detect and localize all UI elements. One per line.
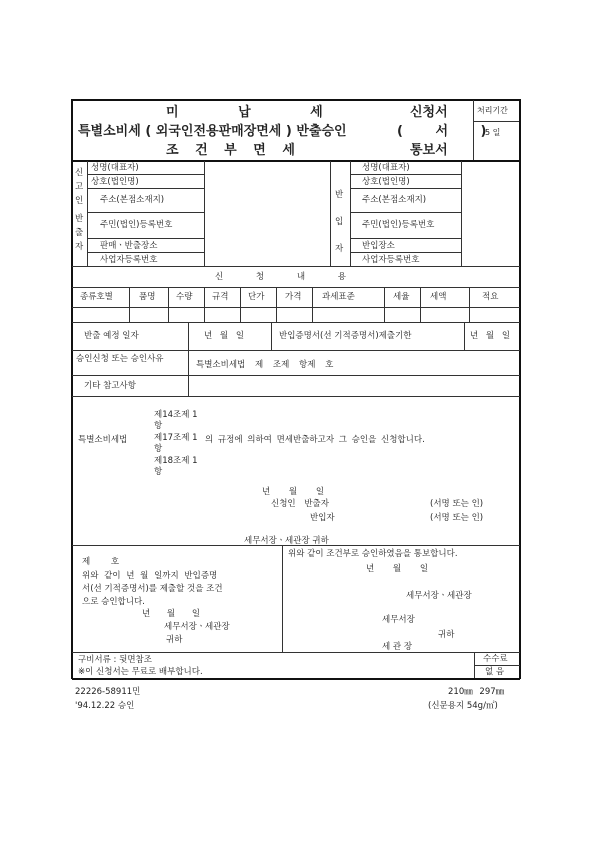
declaration-article-18: 제18조제 1항 <box>154 456 198 477</box>
content-header: 신 청 내 용 <box>215 272 346 282</box>
right-notice-to: 귀하 <box>438 630 455 640</box>
col-remarks: 적요 <box>482 292 499 302</box>
title-line2-paren: ( 서 ) <box>397 124 487 139</box>
col-item: 품명 <box>139 292 156 302</box>
applicant-field-address: 주소(본점소재지) <box>100 195 165 205</box>
col-tax-base: 과세표준 <box>322 292 355 302</box>
applicant-field-regno: 주민(법인)등록번호 <box>100 220 173 230</box>
title-suffix-notice: 통보서 <box>410 143 448 158</box>
declaration-date[interactable]: 년 월 일 <box>262 487 325 497</box>
declaration-article-18-wrap <box>154 456 200 477</box>
title-line1: 미 납 세 <box>166 105 323 120</box>
receiver-field-regno: 주민(법인)등록번호 <box>362 220 435 230</box>
approval-date: '94.12.22 승인 <box>75 701 135 711</box>
carry-out-date-value[interactable]: 년 월 일 <box>204 331 245 341</box>
applicant-field-place: 판매ㆍ반출장소 <box>100 241 158 251</box>
other-notes-input[interactable] <box>189 376 519 395</box>
paper-size: 210㎜ 297㎜ <box>448 687 505 697</box>
applicant-field-company: 상호(법인명) <box>91 177 139 187</box>
declaration-sign-2[interactable]: (서명 또는 인) <box>430 513 484 523</box>
receiver-side-label: 반 입 자 <box>335 190 344 254</box>
left-notice-body-3: 으로 승인합니다. <box>82 597 145 607</box>
left-notice-body-2: 서(선 기적증명서)를 제출할 것을 조건 <box>82 584 223 594</box>
applicant-company-input[interactable] <box>205 175 329 187</box>
title-line2: 특별소비세 ( 외국인전용판매장면세 ) 반출승인 <box>78 124 347 139</box>
reason-label: 승인신청 또는 승인사유 <box>76 354 164 364</box>
declaration-addressee: 세무서장ㆍ세관장 귀하 <box>244 536 329 546</box>
col-tax-rate: 세율 <box>393 292 410 302</box>
processing-period-label: 처리기간 <box>477 106 508 115</box>
free-distribution-note: ※이 신청서는 무료로 배부합니다. <box>78 667 203 677</box>
fee-label: 수수료 <box>483 654 508 664</box>
declaration-article-17: 제17조제 1항 <box>154 433 198 454</box>
receiver-field-name: 성명(대표자) <box>362 163 410 173</box>
col-type: 종류호별 <box>80 292 113 302</box>
right-notice-text: 위와 같이 조건부로 승인하였음을 통보합니다. <box>288 549 458 559</box>
right-notice-office2: 세무서장 <box>382 615 415 625</box>
left-notice-body-1: 위와 같이 년 월 일까지 반입증명 <box>82 571 218 581</box>
declaration-applicant: 신청인 반출자 <box>271 499 329 509</box>
title-suffix-application: 신청서 <box>410 105 448 120</box>
receiver-field-address: 주소(본점소재지) <box>362 195 427 205</box>
applicant-address-input[interactable] <box>205 189 329 211</box>
receiver-field-bizno: 사업자등록번호 <box>362 255 420 265</box>
reason-value[interactable]: 특별소비세법 제 조제 항제 호 <box>196 360 334 370</box>
processing-period-value: 5 일 <box>485 128 501 137</box>
proof-deadline-value[interactable]: 년 월 일 <box>470 331 511 341</box>
col-price: 가격 <box>285 292 302 302</box>
applicant-side-label: 신 고 인 <box>75 168 84 206</box>
left-notice-number: 제 호 <box>82 557 120 567</box>
carrier-side-label: 반 출 자 <box>75 214 84 252</box>
declaration-sign-1[interactable]: (서명 또는 인) <box>430 499 484 509</box>
title-line3: 조 건 부 면 세 <box>166 143 295 158</box>
form-code: 22226-58911민 <box>75 687 141 697</box>
col-tax-amount: 세액 <box>430 292 447 302</box>
carry-out-date-label: 반출 예정 일자 <box>84 331 139 341</box>
receiver-field-place: 반입장소 <box>362 241 395 251</box>
declaration-text: 의 규정에 의하여 면세반출하고자 그 승인을 신청합니다. <box>205 435 425 445</box>
col-spec: 규격 <box>212 292 229 302</box>
declaration-law: 특별소비세법 <box>78 435 128 445</box>
other-notes-label: 기타 참고사항 <box>84 381 136 391</box>
applicant-name-input[interactable] <box>205 162 329 174</box>
left-notice-office: 세무서장ㆍ세관장 <box>164 622 230 632</box>
right-notice-customs: 세 관 장 <box>382 642 413 652</box>
right-notice-date[interactable]: 년 월 일 <box>366 564 429 574</box>
applicant-field-bizno: 사업자등록번호 <box>100 255 158 265</box>
left-notice-to: 귀하 <box>166 635 183 645</box>
declaration-article-14: 제14조제 1항 <box>154 410 198 431</box>
col-unit-price: 단가 <box>248 292 265 302</box>
col-qty: 수량 <box>176 292 193 302</box>
declaration-receiver: 반입자 <box>310 513 335 523</box>
proof-deadline-label: 반입증명서(선 기적증명서)제출기한 <box>279 331 412 341</box>
left-notice-date[interactable]: 년 월 일 <box>142 609 201 619</box>
paper-spec: (신문용지 54g/㎡) <box>428 701 498 711</box>
fee-value: 없 음 <box>485 667 505 677</box>
receiver-field-company: 상호(법인명) <box>362 177 410 187</box>
required-documents: 구비서류 : 뒷면참조 <box>78 655 152 665</box>
applicant-field-name: 성명(대표자) <box>91 163 139 173</box>
right-notice-office: 세무서장ㆍ세관장 <box>406 591 472 601</box>
